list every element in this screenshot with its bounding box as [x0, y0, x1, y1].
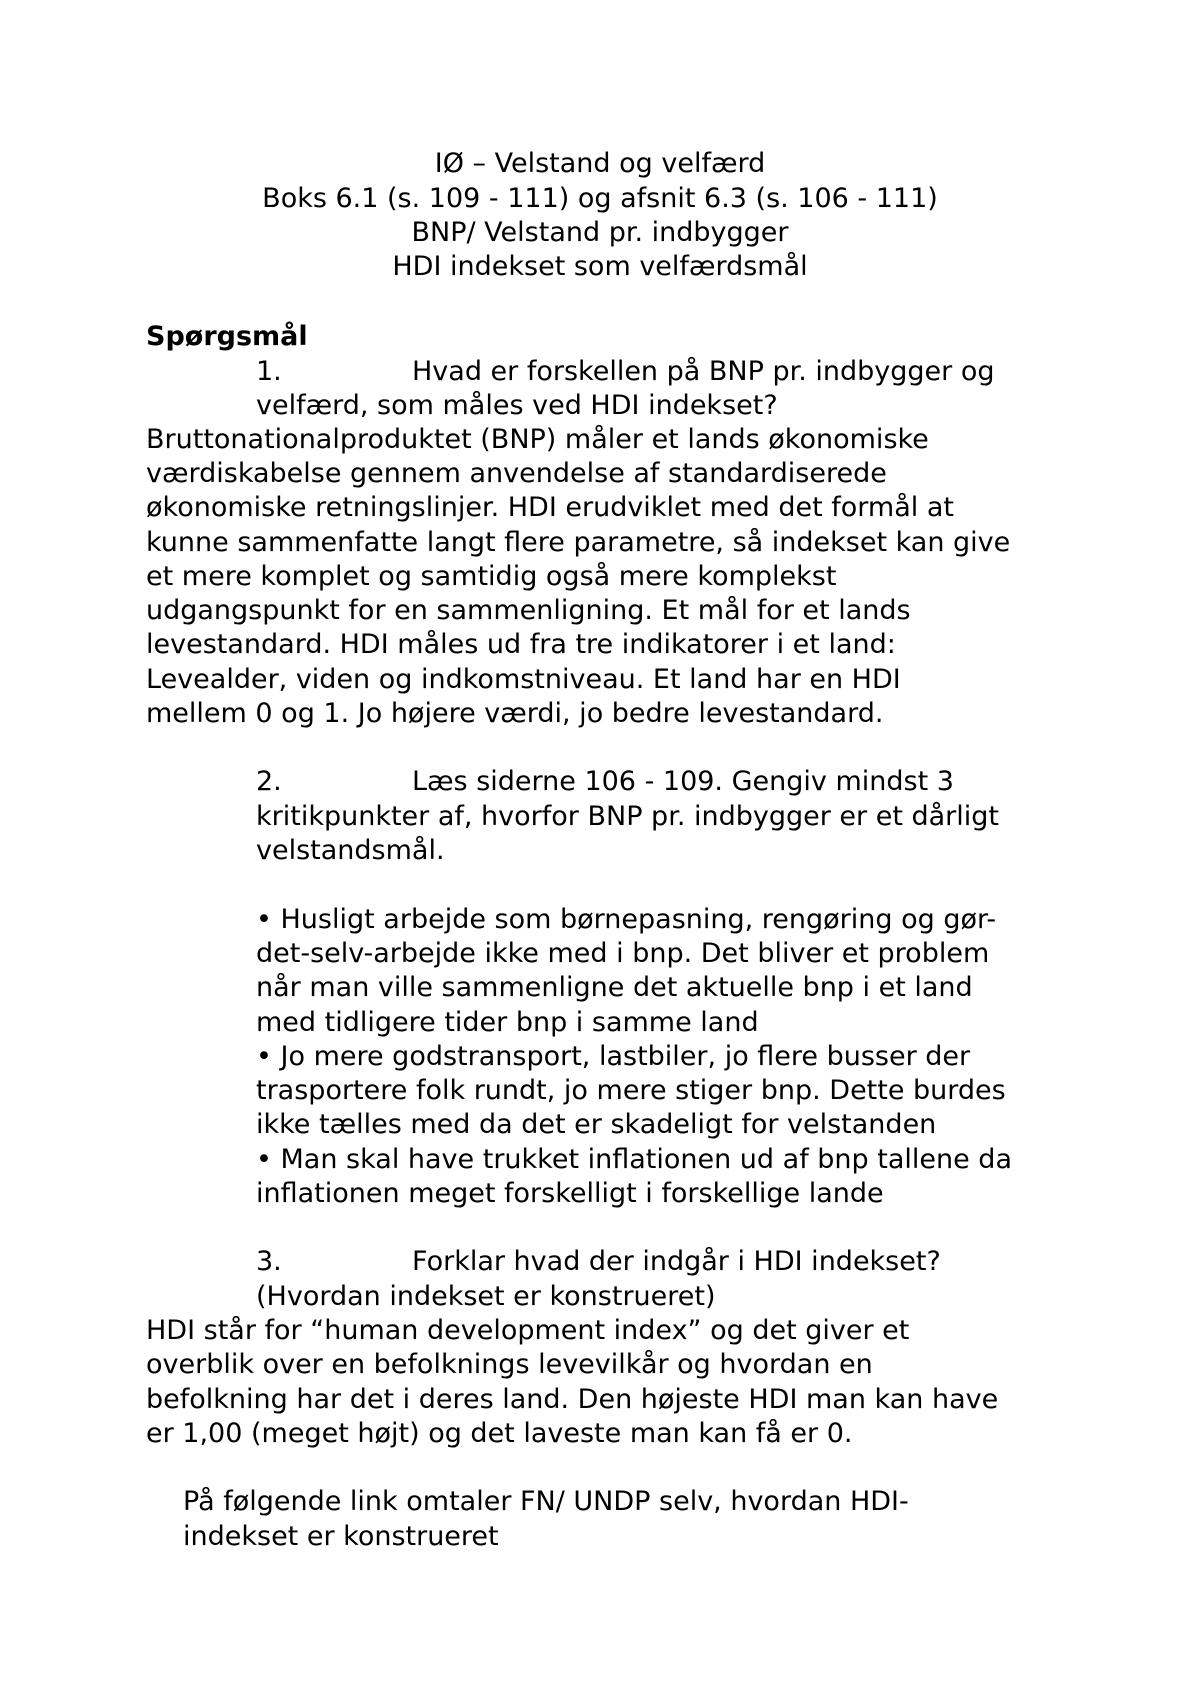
bullet-line: når man ville sammenligne det aktuelle bnp i et land — [256, 972, 973, 1003]
bullet-line: med tidligere tider bnp i samme land — [256, 1007, 759, 1038]
link-note: indekset er konstrueret — [183, 1521, 499, 1552]
link-note: På følgende link omtaler FN/ UNDP selv, hvordan HDI- — [183, 1486, 909, 1517]
question-text: (Hvordan indekset er konstrueret) — [256, 1281, 716, 1312]
section-heading: Spørgsmål — [146, 321, 308, 352]
answer-line: Bruttonationalproduktet (BNP) måler et lands økonomiske — [146, 424, 929, 455]
question-text: velstandsmål. — [256, 835, 445, 866]
answer-line: mellem 0 og 1. Jo højere værdi, jo bedre levestandard. — [146, 698, 884, 729]
bullet-line: inflationen meget forskelligt i forskellige lande — [256, 1178, 884, 1209]
bullet-line: • Husligt arbejde som børnepasning, rengøring og gør- — [256, 904, 997, 935]
question-text: Hvad er forskellen på BNP pr. indbygger og — [412, 356, 995, 387]
bullet-line: det-selv-arbejde ikke med i bnp. Det bliver et problem — [256, 938, 990, 969]
question-text: Læs siderne 106 - 109. Gengiv mindst 3 — [412, 766, 954, 797]
answer-line: et mere komplet og samtidig også mere komplekst — [146, 561, 837, 592]
document-subtitle: Boks 6.1 (s. 109 - 111) og afsnit 6.3 (s. 106 - 111) — [262, 183, 938, 214]
answer-line: levestandard. HDI måles ud fra tre indikatorer i et land: — [146, 629, 896, 660]
question-number: 2. — [256, 766, 282, 797]
question-text: kritikpunkter af, hvorfor BNP pr. indbygger er et dårligt — [256, 801, 1000, 832]
bullet-line: trasportere folk rundt, jo mere stiger bnp. Dette burdes — [256, 1075, 1006, 1106]
answer-line: Levealder, viden og indkomstniveau. Et land har en HDI — [146, 664, 901, 695]
answer-line: er 1,00 (meget højt) og det laveste man kan få er 0. — [146, 1418, 853, 1449]
question-number: 1. — [256, 356, 282, 387]
question-text: velfærd, som måles ved HDI indekset? — [256, 390, 778, 421]
answer-line: HDI står for “human development index” og det giver et — [146, 1315, 910, 1346]
answer-line: værdiskabelse gennem anvendelse af standardiserede — [146, 458, 887, 489]
bullet-line: • Jo mere godstransport, lastbiler, jo flere busser der — [256, 1041, 971, 1072]
document-title: IØ – Velstand og velfærd — [434, 148, 766, 179]
bullet-line: • Man skal have trukket inflationen ud af bnp tallene da — [256, 1144, 1012, 1175]
answer-line: befolkning har det i deres land. Den højeste HDI man kan have — [146, 1384, 999, 1415]
question-number: 3. — [256, 1246, 282, 1277]
document-topic-line: HDI indekset som velfærdsmål — [392, 251, 808, 282]
answer-line: økonomiske retningslinjer. HDI erudviklet med det formål at — [146, 492, 954, 523]
question-text: Forklar hvad der indgår i HDI indekset? — [412, 1246, 941, 1277]
answer-line: udgangspunkt for en sammenligning. Et mål for et lands — [146, 595, 911, 626]
document-topic-line: BNP/ Velstand pr. indbygger — [411, 217, 789, 248]
bullet-line: ikke tælles med da det er skadeligt for velstanden — [256, 1109, 937, 1140]
answer-line: kunne sammenfatte langt flere parametre, så indekset kan give — [146, 527, 1011, 558]
answer-line: overblik over en befolknings levevilkår og hvordan en — [146, 1349, 873, 1380]
